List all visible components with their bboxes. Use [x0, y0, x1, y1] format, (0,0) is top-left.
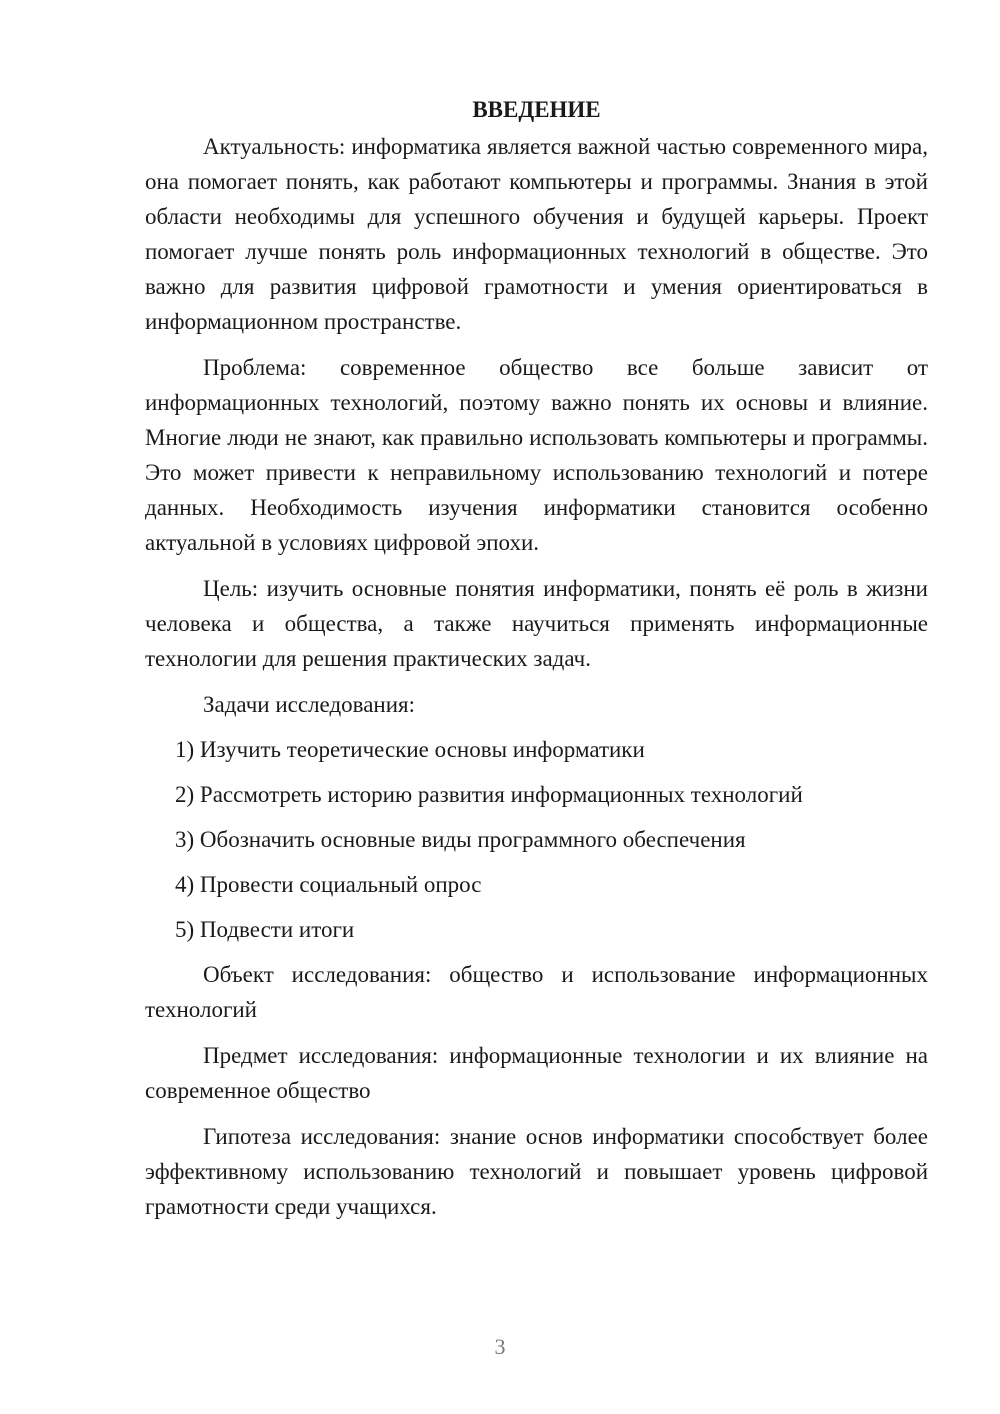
subject-paragraph: Предмет исследования: информационные технологии и их влияние на современное общество [145, 1043, 928, 1103]
tasks-heading: Задачи исследования: [203, 692, 416, 717]
tasks-list [145, 732, 928, 947]
problem-paragraph: Проблема: современное общество все больше зависит от информационных технологий, поэтому важно понять их основы и влияние. Многие люди не знают, как правильно использовать компьютеры и программы. Это может привести к неправильному использованию технологий и потере данных. Необходимость изучения информатики становится особенно актуальной в условиях цифровой эпохи. [145, 355, 928, 555]
goal-paragraph: Цель: изучить основные понятия информатики, понять её роль в жизни человека и общества, а также научиться применять информационные технологии для решения практических задач. [145, 576, 928, 671]
object-paragraph: Объект исследования: общество и использование информационных технологий [145, 962, 928, 1022]
page-number: 3 [494, 1334, 506, 1359]
list-item: 5) Подвести итоги [175, 917, 355, 942]
list-item: 4) Провести социальный опрос [175, 872, 482, 897]
relevance-paragraph: Актуальность: информатика является важной частью современного мира, она помогает понять, как работают компьютеры и программы. Знания в этой области необходимы для успешного обучения и будущей карьеры. Проект помогает лучше понять роль информационных технологий в обществе. Это важно для развития цифровой грамотности и умения ориентироваться в информационном пространстве. [145, 134, 928, 334]
list-item: 2) Рассмотреть историю развития информационных технологий [175, 782, 803, 807]
hypothesis-paragraph: Гипотеза исследования: знание основ информатики способствует более эффективному использованию технологий и повышает уровень цифровой грамотности среди учащихся. [145, 1124, 928, 1219]
section-title: ВВЕДЕНИЕ [472, 97, 601, 122]
document-page [145, 92, 928, 1224]
list-item: 1) Изучить теоретические основы информатики [175, 737, 645, 762]
list-item: 3) Обозначить основные виды программного обеспечения [175, 827, 746, 852]
